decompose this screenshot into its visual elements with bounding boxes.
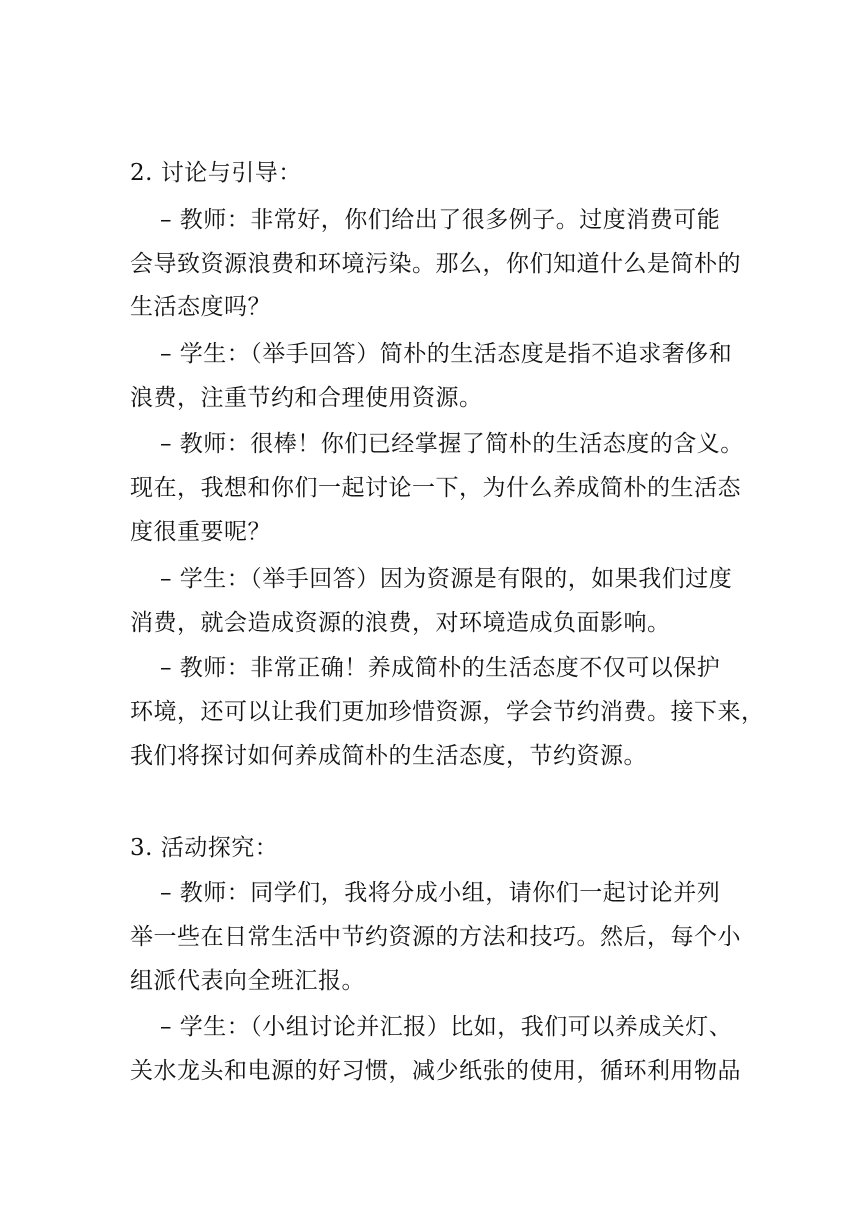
paragraph-line: 举一些在日常生活中节约资源的方法和技巧。然后，每个小 xyxy=(130,924,741,950)
paragraph-line: – 教师：非常正确！养成简朴的生活态度不仅可以保护 xyxy=(160,655,721,681)
paragraph-line: 会导致资源浪费和环境污染。那么，你们知道什么是简朴的 xyxy=(130,251,741,277)
paragraph-line: – 教师：非常好，你们给出了很多例子。过度消费可能 xyxy=(160,207,721,233)
paragraph-line: – 学生：（举手回答）因为资源是有限的，如果我们过度 xyxy=(160,566,733,592)
paragraph-line: 生活态度吗？ xyxy=(130,294,271,320)
paragraph-line: – 学生：（小组讨论并汇报）比如，我们可以养成关灯、 xyxy=(160,1014,733,1040)
section-heading: 2. 讨论与引导： xyxy=(130,160,302,186)
paragraph-line: – 学生：（举手回答）简朴的生活态度是指不追求奢侈和 xyxy=(160,341,733,367)
paragraph-line: – 教师：很棒！你们已经掌握了简朴的生活态度的含义。 xyxy=(160,431,744,457)
paragraph-line: 组派代表向全班汇报。 xyxy=(130,968,365,994)
paragraph-line: 现在，我想和你们一起讨论一下，为什么养成简朴的生活态 xyxy=(130,475,741,501)
paragraph-line: 浪费，注重节约和合理使用资源。 xyxy=(130,385,483,411)
paragraph-line: 消费，就会造成资源的浪费，对环境造成负面影响。 xyxy=(130,610,671,636)
paragraph-line: 环境，还可以让我们更加珍惜资源，学会节约消费。接下来， xyxy=(130,699,765,725)
section-heading: 3. 活动探究： xyxy=(130,835,279,861)
paragraph-line: 度很重要呢？ xyxy=(130,519,271,545)
paragraph-line: – 教师：同学们，我将分成小组，请你们一起讨论并列 xyxy=(160,880,721,906)
paragraph-line: 关水龙头和电源的好习惯，减少纸张的使用，循环利用物品 xyxy=(130,1058,741,1084)
paragraph-line: 我们将探讨如何养成简朴的生活态度，节约资源。 xyxy=(130,743,647,769)
